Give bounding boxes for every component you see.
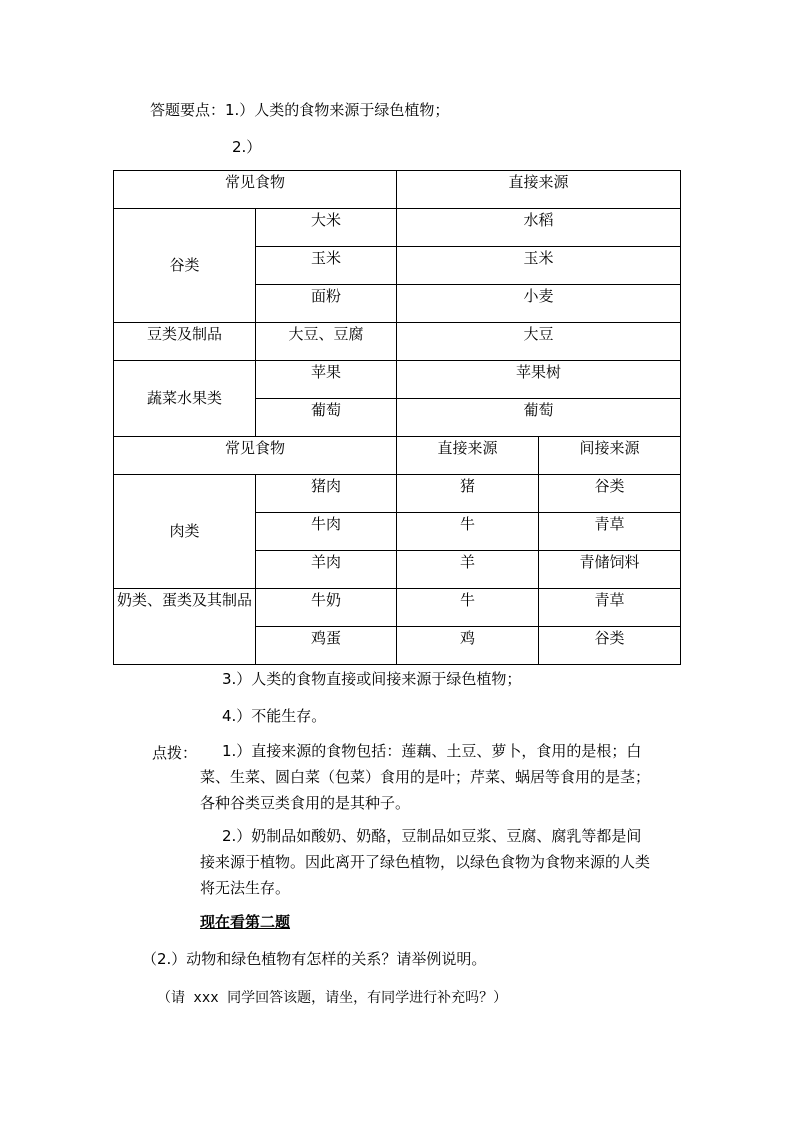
- direct-source-cell: 牛: [397, 513, 539, 551]
- answer-point-4: 4.）不能生存。: [222, 707, 327, 725]
- category-cell: 谷类: [114, 209, 256, 323]
- header-indirect-source: 间接来源: [539, 437, 681, 475]
- table-row: [114, 589, 681, 627]
- answer-point-2-label: 2.）: [232, 138, 262, 156]
- food-cell: 葡萄: [256, 399, 397, 437]
- table-header-row: [114, 437, 681, 475]
- food-cell: 苹果: [256, 361, 397, 399]
- hint-paragraph-2: [200, 823, 680, 901]
- category-cell: 奶类、蛋类及其制品: [114, 589, 256, 665]
- hint-p1-line-2: 菜、生菜、圆白菜（包菜）食用的是叶；芹菜、蜗居等食用的是茎；: [200, 768, 651, 786]
- category-cell: 蔬菜水果类: [114, 361, 256, 437]
- answer-point-1: 答题要点：1.）人类的食物来源于绿色植物；: [150, 101, 450, 119]
- table-row: [114, 475, 681, 513]
- table-row: [114, 361, 681, 399]
- food-cell: 牛肉: [256, 513, 397, 551]
- hint-p2-line-1: 2.）奶制品如酸奶、奶酪，豆制品如豆浆、豆腐、腐乳等都是间: [222, 827, 642, 845]
- food-source-table: [113, 170, 681, 665]
- direct-source-cell: 羊: [397, 551, 539, 589]
- food-cell: 大米: [256, 209, 397, 247]
- food-cell: 猪肉: [256, 475, 397, 513]
- hint-label: 点拨：: [152, 744, 198, 762]
- hint-p1-line-1: 1.）直接来源的食物包括：莲藕、土豆、萝卜，食用的是根；白: [222, 742, 642, 760]
- food-cell: 羊肉: [256, 551, 397, 589]
- food-cell: 鸡蛋: [256, 627, 397, 665]
- direct-source-cell: 水稻: [397, 209, 681, 247]
- direct-source-cell: 苹果树: [397, 361, 681, 399]
- direct-source-cell: 鸡: [397, 627, 539, 665]
- indirect-source-cell: 青草: [539, 513, 681, 551]
- header-direct-source: 直接来源: [397, 437, 539, 475]
- table-row: [114, 209, 681, 247]
- table-row: [114, 323, 681, 361]
- hint-p2-line-3: 将无法生存。: [200, 879, 291, 897]
- header-direct-source: 直接来源: [397, 171, 681, 209]
- teacher-prompt: （请 xxx 同学回答该题，请坐，有同学进行补充吗？）: [157, 990, 508, 1006]
- direct-source-cell: 猪: [397, 475, 539, 513]
- food-cell: 玉米: [256, 247, 397, 285]
- indirect-source-cell: 青草: [539, 589, 681, 627]
- hint-p1-line-3: 各种谷类豆类食用的是其种子。: [200, 794, 411, 812]
- question-2: （2.）动物和绿色植物有怎样的关系？请举例说明。: [142, 950, 487, 968]
- food-cell: 面粉: [256, 285, 397, 323]
- direct-source-cell: 大豆: [397, 323, 681, 361]
- header-food: 常见食物: [114, 437, 397, 475]
- direct-source-cell: 小麦: [397, 285, 681, 323]
- indirect-source-cell: 谷类: [539, 475, 681, 513]
- food-cell: 大豆、豆腐: [256, 323, 397, 361]
- food-cell: 牛奶: [256, 589, 397, 627]
- direct-source-cell: 葡萄: [397, 399, 681, 437]
- table-header-row: [114, 171, 681, 209]
- direct-source-cell: 牛: [397, 589, 539, 627]
- direct-source-cell: 玉米: [397, 247, 681, 285]
- indirect-source-cell: 谷类: [539, 627, 681, 665]
- indirect-source-cell: 青储饲料: [539, 551, 681, 589]
- category-cell: 肉类: [114, 475, 256, 589]
- category-cell: 豆类及制品: [114, 323, 256, 361]
- hint-paragraph-1: [200, 738, 680, 816]
- section-heading: 现在看第二题: [200, 913, 291, 931]
- hint-p2-line-2: 接来源于植物。因此离开了绿色植物，以绿色食物为食物来源的人类: [200, 853, 651, 871]
- header-food: 常见食物: [114, 171, 397, 209]
- answer-point-3: 3.）人类的食物直接或间接来源于绿色植物；: [222, 670, 522, 688]
